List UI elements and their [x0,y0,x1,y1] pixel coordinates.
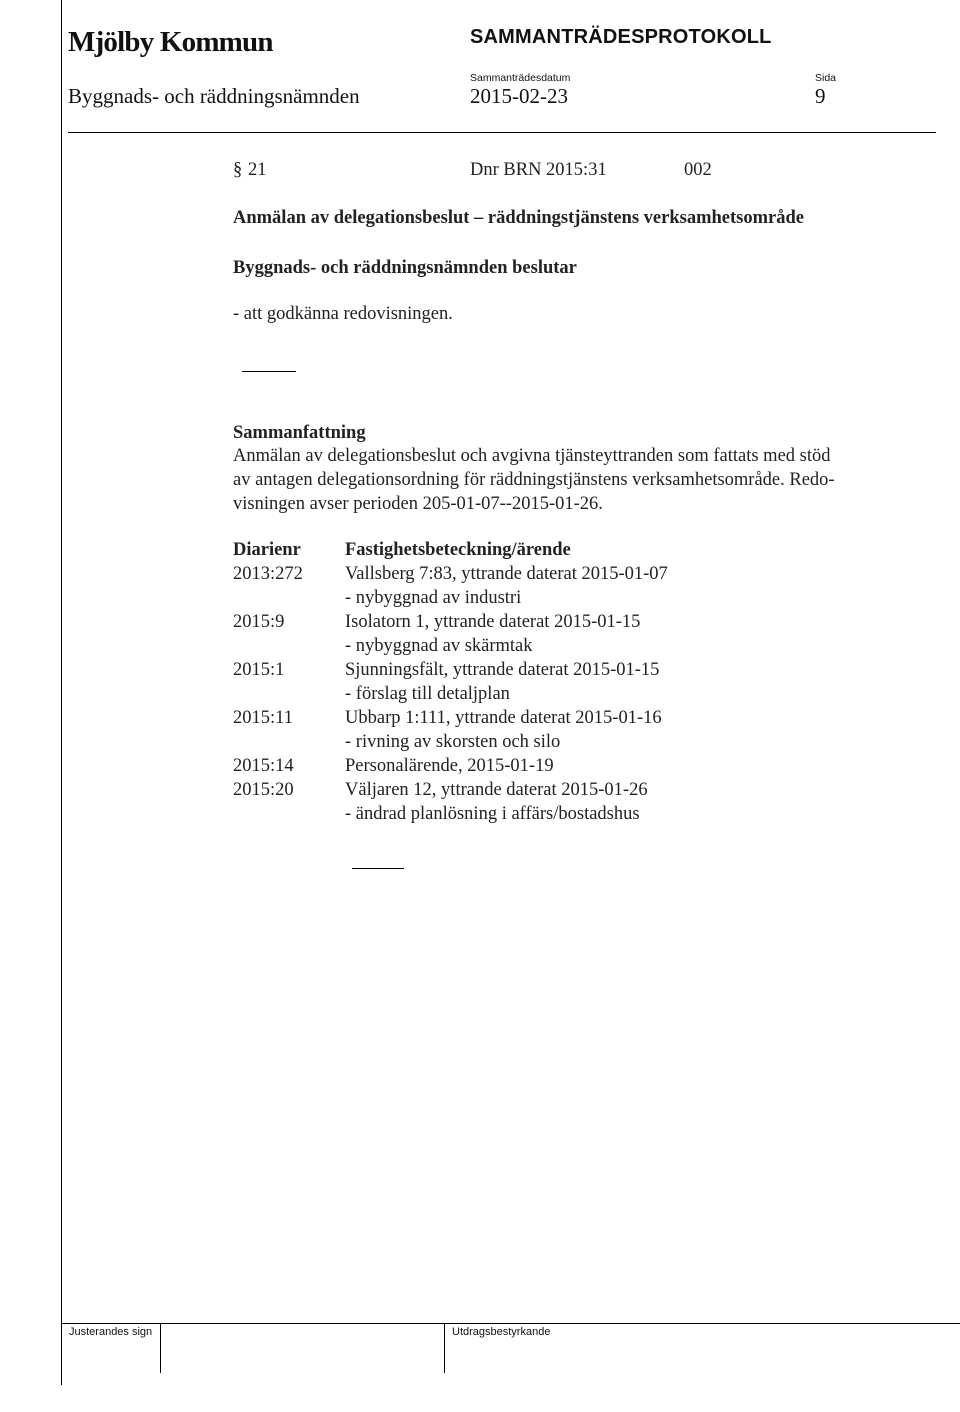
summary-line: Anmälan av delegationsbeslut och avgivna tjänsteyttranden som fattats med stöd [233,446,831,466]
separator-rule-2 [352,868,404,869]
row-dnr: 2013:272 [233,564,303,584]
row-text: Ubbarp 1:111, yttrande daterat 2015-01-16 [345,708,662,728]
separator-rule-1 [242,371,296,372]
row-text: Vallsberg 7:83, yttrande daterat 2015-01-07 [345,564,668,584]
document-type: SAMMANTRÄDESPROTOKOLL [470,26,772,48]
row-text: Väljaren 12, yttrande daterat 2015-01-26 [345,780,648,800]
section-number: 21 [248,160,267,180]
row-text: Sjunningsfält, yttrande daterat 2015-01-15 [345,660,660,680]
header-rule [68,132,936,133]
page-number: 9 [815,84,826,108]
footer-divider-1 [160,1323,161,1373]
date-label: Sammanträdesdatum [470,72,571,84]
left-margin-rule [61,0,62,1385]
row-text: Personalärende, 2015-01-19 [345,756,554,776]
header-fastighet: Fastighetsbeteckning/ärende [345,540,571,560]
section-symbol: § [233,160,243,180]
row-dnr: 2015:20 [233,780,294,800]
org-name: Mjölby Kommun [68,26,273,58]
committee-name: Byggnads- och räddningsnämnden [68,84,360,108]
row-dnr: 2015:1 [233,660,285,680]
summary-line: visningen avser perioden 205-01-07--2015-01-26. [233,494,603,514]
row-subtext: - förslag till detaljplan [345,684,510,704]
row-subtext: - rivning av skorsten och silo [345,732,561,752]
row-text: Isolatorn 1, yttrande daterat 2015-01-15 [345,612,641,632]
decision-heading: Byggnads- och räddningsnämnden beslutar [233,258,577,278]
item-title: Anmälan av delegationsbeslut – räddningstjänstens verksamhetsområde [233,208,804,228]
footer-divider-2 [444,1323,445,1373]
dnr-code: 002 [684,160,712,180]
extract-label: Utdragsbestyrkande [452,1326,551,1338]
summary-text [233,444,913,516]
row-subtext: - nybyggnad av industri [345,588,522,608]
dnr-reference: Dnr BRN 2015:31 [470,160,607,180]
meeting-date: 2015-02-23 [470,84,568,108]
header-diarienr: Diarienr [233,540,301,560]
page-label: Sida [815,72,837,84]
footer-rule [61,1323,960,1324]
row-subtext: - nybyggnad av skärmtak [345,636,533,656]
row-dnr: 2015:11 [233,708,293,728]
row-subtext: - ändrad planlösning i affärs/bostadshus [345,804,640,824]
row-dnr: 2015:14 [233,756,294,776]
summary-heading: Sammanfattning [233,423,366,443]
decision-text: - att godkänna redovisningen. [233,304,453,324]
summary-line: av antagen delegationsordning för räddningstjänstens verksamhetsområde. Redo- [233,470,835,490]
sign-label: Justerandes sign [69,1326,153,1338]
row-dnr: 2015:9 [233,612,285,632]
